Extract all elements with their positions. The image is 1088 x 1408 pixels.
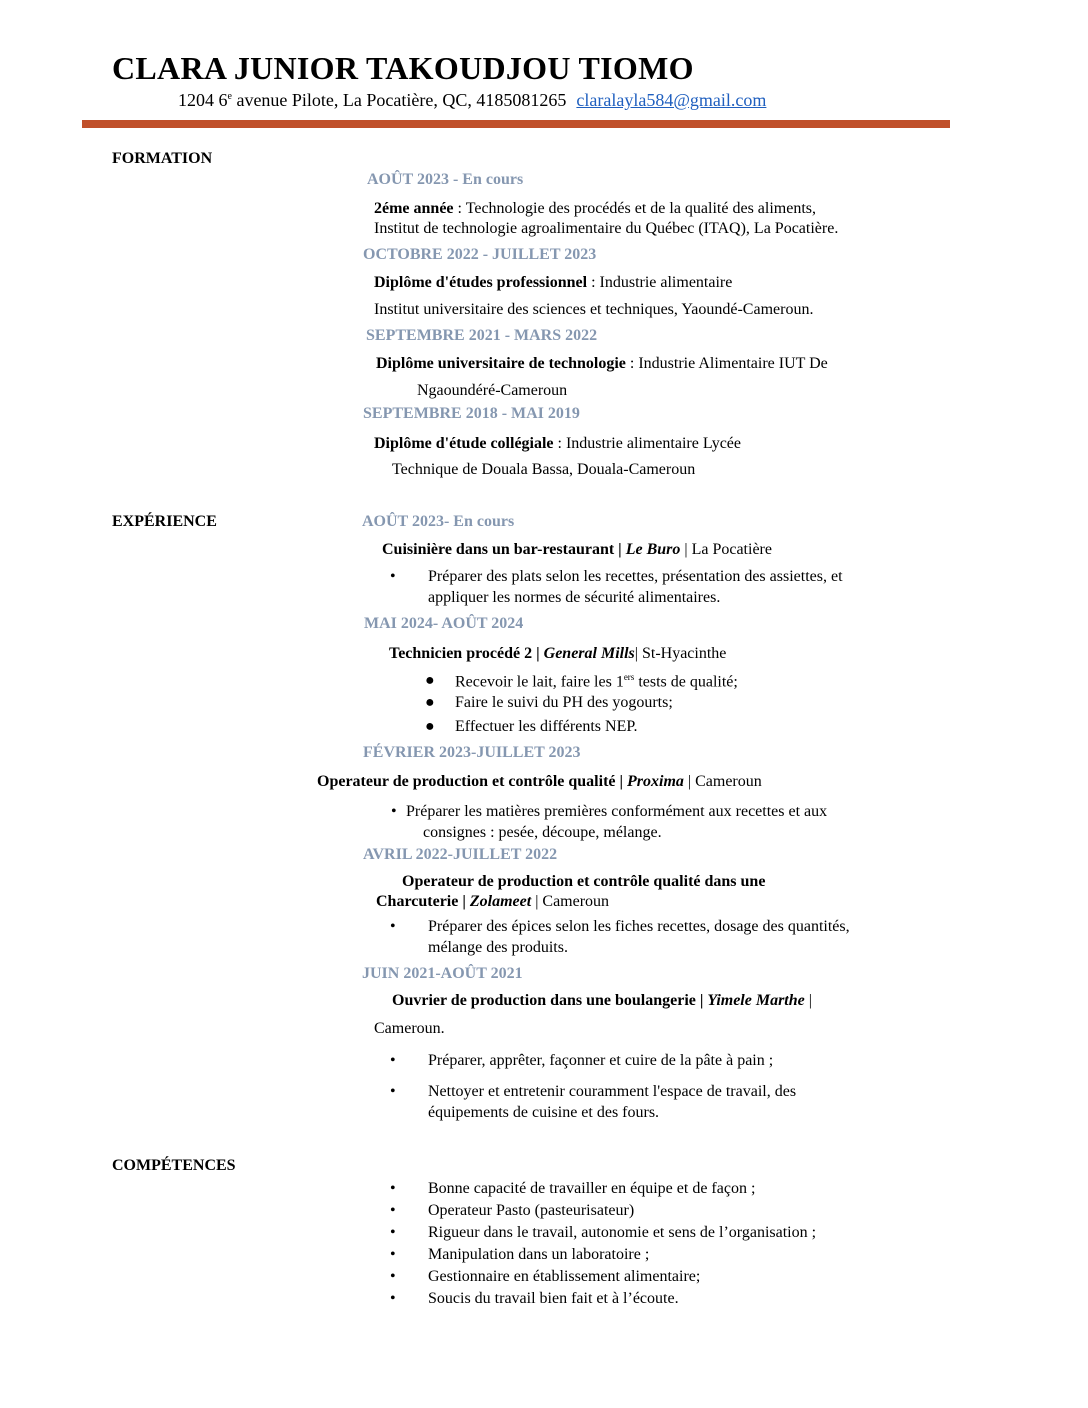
candidate-name: CLARA JUNIOR TAKOUDJOU TIOMO [112,50,694,86]
job-role: Ouvrier de production dans une boulangerie | [392,992,708,1009]
email-link[interactable]: claralayla584@gmail.com [576,90,767,110]
formation-institution: Technique de Douala Bassa, Douala-Cameroun [392,461,696,478]
formation-detail: : Technologie des procédés et de la qualité des aliments, [453,200,816,217]
skill-item: Manipulation dans un laboratoire ; [428,1246,650,1263]
job-title-line [389,645,726,663]
contact-line [178,90,766,111]
job-bullet-text: Recevoir le lait, faire les 1 [455,673,624,691]
skill-item: Operateur Pasto (pasteurisateur) [428,1202,635,1219]
job-bullet-cont: appliquer les normes de sécurité alimentaires. [428,589,721,606]
skill-item: Soucis du travail bien fait et à l’écoute. [428,1290,679,1307]
section-title-formation: FORMATION [112,150,213,167]
job-bullet-cont: mélange des produits. [428,939,568,956]
job-bullet-sup: ers [623,672,635,682]
job-place-line: Cameroun. [374,1020,445,1037]
formation-line [374,435,741,453]
bullet-icon: • [390,1052,396,1069]
formation-date: SEPTEMBRE 2018 - MAI 2019 [363,405,580,422]
bullet-icon: • [390,1224,396,1241]
job-role: Operateur de production et contrôle qualité dans une [402,873,766,890]
address-post: avenue Pilote, La Pocatière, QC, 4185081265 [231,90,567,110]
job-bullet: Nettoyer et entretenir couramment l'espace de travail, des [428,1083,797,1100]
formation-date: SEPTEMBRE 2021 - MARS 2022 [366,327,598,344]
job-place: | [804,992,812,1009]
job-role: Operateur de production et contrôle qualité | [317,773,628,790]
job-company: Zolameet [469,893,532,910]
formation-institution: Institut universitaire des sciences et techniques, Yaoundé-Cameroun. [374,301,814,318]
header-divider [82,120,950,128]
job-bullet: Préparer, apprêter, façonner et cuire de la pâte à pain ; [428,1052,774,1069]
job-role-cont: Charcuterie | [376,893,470,910]
job-date: JUIN 2021-AOÛT 2021 [362,965,523,982]
section-title-skills: COMPÉTENCES [112,1157,236,1174]
job-company: Le Buro [625,541,681,558]
job-bullet: Faire le suivi du PH des yogourts; [455,694,673,711]
formation-date: OCTOBRE 2022 - JUILLET 2023 [363,246,597,263]
job-date: MAI 2024- AOÛT 2024 [364,615,524,632]
skill-item: Bonne capacité de travailler en équipe et de façon ; [428,1180,756,1197]
job-company: Proxima [627,773,684,790]
job-title-line [382,541,772,559]
job-bullet-cont: consignes : pesée, découpe, mélange. [423,824,662,841]
job-place: | Cameroun [683,773,762,790]
address-sup: e [227,91,232,102]
formation-institution: Institut de technologie agroalimentaire du Québec (ITAQ), La Pocatière. [374,220,839,237]
job-bullet: Préparer des épices selon les fiches recettes, dosage des quantités, [428,918,850,935]
job-bullet: Préparer des plats selon les recettes, présentation des assiettes, et [428,568,843,585]
job-title-line-2 [376,893,609,911]
bullet-icon: ● [425,694,435,711]
formation-date: AOÛT 2023 - En cours [367,171,524,188]
bullet-icon: • [390,1290,396,1307]
job-bullet: Préparer les matières premières conformément aux recettes et aux [406,803,828,820]
section-title-experience: EXPÉRIENCE [112,513,217,530]
formation-degree: Diplôme d'études professionnel [374,274,588,291]
job-title-line [392,992,812,1010]
formation-detail: : Industrie alimentaire [587,274,733,291]
job-company: General Mills [543,645,635,662]
formation-line [374,200,816,218]
formation-line [376,355,828,373]
job-place: | Cameroun [531,893,610,910]
bullet-icon: • [390,1202,396,1219]
job-date: FÉVRIER 2023-JUILLET 2023 [363,744,581,761]
job-company: Yimele Marthe [707,992,805,1009]
bullet-icon: ● [425,718,435,735]
job-bullet: Effectuer les différents NEP. [455,718,638,735]
bullet-icon: • [390,1180,396,1197]
job-bullet-cont: équipements de cuisine et des fours. [428,1104,660,1121]
bullet-icon: ● [425,672,435,689]
job-role: Cuisinière dans un bar-restaurant | [382,541,626,558]
job-date: AOÛT 2023- En cours [362,513,515,530]
job-title-line [402,873,765,891]
job-bullet [455,672,738,691]
job-date: AVRIL 2022-JUILLET 2022 [363,846,558,863]
skill-item: Gestionnaire en établissement alimentaire; [428,1268,701,1285]
formation-line [374,274,732,292]
job-bullet-text: tests de qualité; [634,673,738,691]
job-title-line [317,773,762,791]
bullet-icon: • [390,918,396,935]
formation-detail: : Industrie alimentaire Lycée [553,435,742,452]
bullet-icon: • [390,568,396,585]
formation-degree: Diplôme universitaire de technologie [376,355,626,372]
formation-detail: : Industrie Alimentaire IUT De [625,355,828,372]
address-pre: 1204 6 [178,90,228,110]
job-place: | St-Hyacinthe [634,645,727,662]
bullet-icon: • [390,1268,396,1285]
formation-institution: Ngaoundéré-Cameroun [417,382,568,399]
formation-degree: Diplôme d'étude collégiale [374,435,554,452]
bullet-icon: • [390,1246,396,1263]
bullet-icon: • [390,1083,396,1100]
skill-item: Rigueur dans le travail, autonomie et sens de l’organisation ; [428,1224,817,1241]
job-place: | La Pocatière [680,541,772,558]
job-role: Technicien procédé 2 | [389,645,544,662]
bullet-icon: • [391,803,397,820]
formation-degree: 2éme année [374,200,454,217]
